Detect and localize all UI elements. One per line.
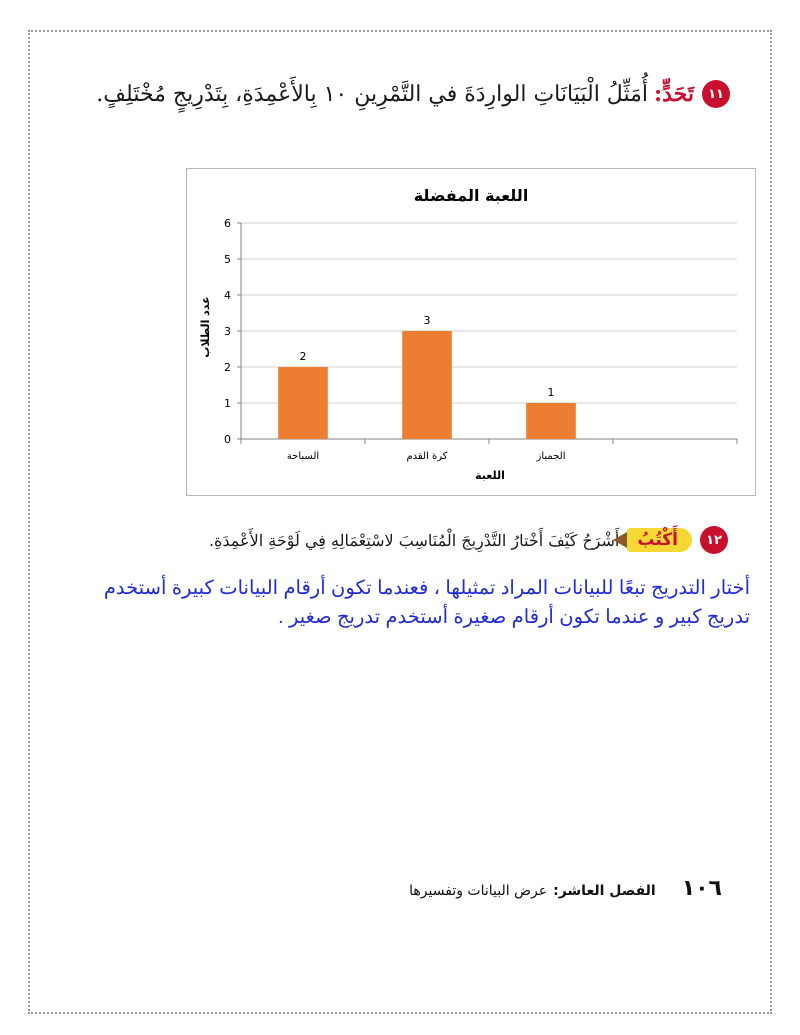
category-label: كرة القدم [406,451,448,462]
question-12 [68,526,728,554]
question-number-badge: ١١ [702,80,730,108]
bar [278,367,328,439]
question-text: أَشْرَحُ كَيْفَ أَخْتارُ التَّدْرِيجَ الْمُنَاسِبَ لاسْتِعْمَالِهِ فِي لَوْحَةِ الأَعْمِدَةِ. [208,530,620,550]
y-tick-label: 5 [224,253,231,266]
bar-chart [186,168,756,496]
answer-line-1: أختار التدريج تبعًا للبيانات المراد تمثيلها ، فعندما تكون أرقام البيانات كبيرة أستخدم [103,577,750,599]
page-number: ١٠٦ [681,876,722,901]
page-footer [409,876,722,901]
chapter-label: الفصل العاشر: [553,883,656,899]
answer-line-2: تدريج كبير و عندما تكون أرقام صغيرة أستخدم تدريج صغير . [278,606,750,628]
bar [402,331,452,439]
chapter-title: عرض البيانات وتفسيرها [409,883,548,899]
question-11 [50,80,730,108]
category-label: الجمباز [536,451,566,462]
y-tick-label: 3 [224,325,231,338]
y-axis-label: عدد الطلاب [199,296,212,358]
write-tag-label: أَكْتُبُ [637,530,678,550]
write-tag [627,528,692,552]
data-label: 3 [423,314,431,327]
challenge-label: تَحَدٍّ: [654,81,694,107]
chart-canvas [187,169,755,495]
y-tick-label: 4 [224,289,231,302]
chart-title: اللعبة المفضلة [413,186,529,205]
y-tick-label: 2 [224,361,231,374]
y-tick-label: 6 [224,217,231,230]
y-tick-label: 1 [224,397,231,410]
y-tick-label: 0 [224,433,231,446]
bar [526,403,576,439]
category-label: السباحة [286,451,320,462]
data-label: 1 [547,386,555,399]
question-text: أُمَثِّلُ الْبَيَانَاتِ الوارِدَةَ في التَّمْرِينِ ١٠ بِالأَعْمِدَةِ، بِتَدْرِيجٍ مُخْتَلِفٍ. [96,81,648,107]
x-axis-label: اللعبة [475,469,505,482]
answer-text [50,574,750,632]
question-number-badge: ١٢ [700,526,728,554]
pencil-icon [613,532,627,548]
data-label: 2 [299,350,307,363]
